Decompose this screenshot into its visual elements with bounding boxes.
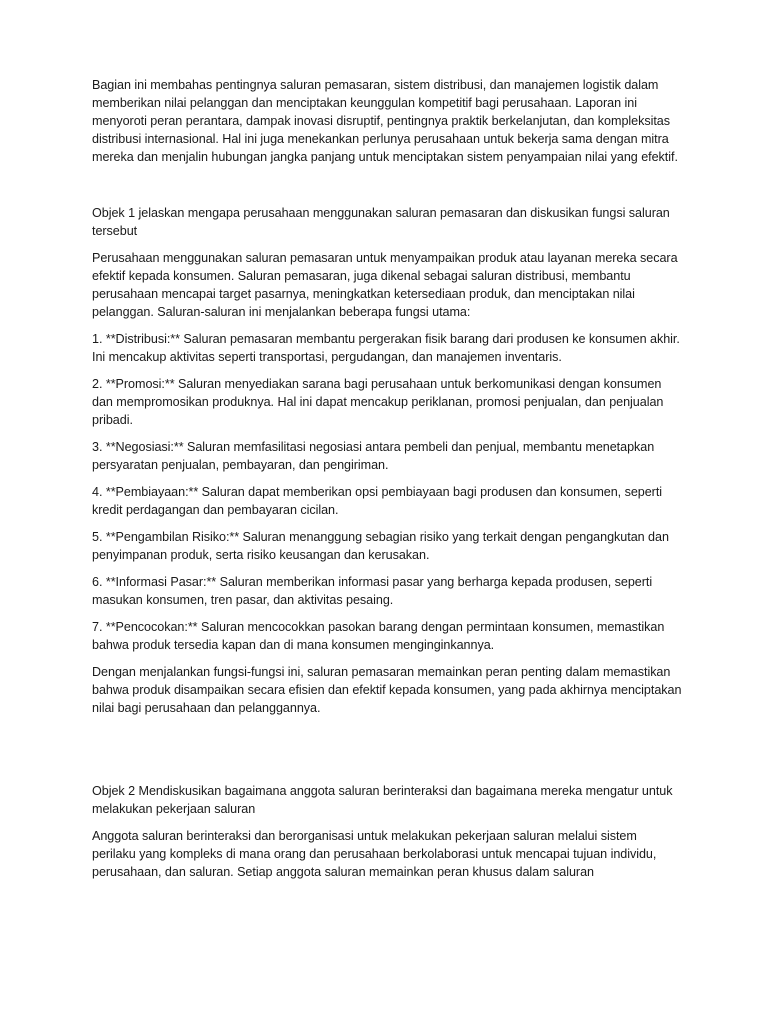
function-item-distribusi: 1. **Distribusi:** Saluran pemasaran membantu pergerakan fisik barang dari produsen ke konsumen akhir. Ini mencakup aktivitas seperti transportasi, pergudangan, dan manajemen inventaris.	[92, 332, 680, 364]
section-1-heading: Objek 1 jelaskan mengapa perusahaan menggunakan saluran pemasaran dan diskusikan fungsi saluran tersebut	[92, 206, 670, 238]
section-1-paragraph: Perusahaan menggunakan saluran pemasaran untuk menyampaikan produk atau layanan mereka secara efektif kepada konsumen. Saluran pemasaran, juga dikenal sebagai saluran distribusi, membantu perusahaan mencapai target pasarnya, meningkatkan ketersediaan produk, dan menciptakan nilai pelanggan. Saluran-saluran ini menjalankan beberapa fungsi utama:	[92, 251, 678, 319]
document-page	[92, 76, 682, 890]
function-item-pencocokan: 7. **Pencocokan:** Saluran mencocokkan pasokan barang dengan permintaan konsumen, memastikan bahwa produk tersedia kapan dan di mana konsumen menginginkannya.	[92, 620, 665, 652]
section-1-closing: Dengan menjalankan fungsi-fungsi ini, saluran pemasaran memainkan peran penting dalam memastikan bahwa produk disampaikan secara efisien dan efektif kepada konsumen, yang pada akhirnya menciptakan nilai bagi perusahaan dan pelanggannya.	[92, 665, 682, 715]
function-item-promosi: 2. **Promosi:** Saluran menyediakan sarana bagi perusahaan untuk berkomunikasi dengan konsumen dan mempromosikan produknya. Hal ini dapat mencakup periklanan, promosi penjualan, dan penjualan pribadi.	[92, 377, 664, 427]
function-item-pengambilan-risiko: 5. **Pengambilan Risiko:** Saluran menanggung sebagian risiko yang terkait dengan pengangkutan dan penyimpanan produk, serta risiko keusangan dan kerusakan.	[92, 530, 669, 562]
function-item-informasi-pasar: 6. **Informasi Pasar:** Saluran memberikan informasi pasar yang berharga kepada produsen, seperti masukan konsumen, tren pasar, dan aktivitas pesaing.	[92, 575, 653, 607]
function-item-pembiayaan: 4. **Pembiayaan:** Saluran dapat memberikan opsi pembiayaan bagi produsen dan konsumen, seperti kredit perdagangan dan pembayaran cicilan.	[92, 485, 663, 517]
section-2-paragraph: Anggota saluran berinteraksi dan berorganisasi untuk melakukan pekerjaan saluran melalui sistem perilaku yang kompleks di mana orang dan perusahaan berkolaborasi untuk mencapai tujuan individu, perusahaan, dan saluran. Setiap anggota saluran memainkan peran khusus dalam saluran	[92, 829, 657, 879]
intro-paragraph: Bagian ini membahas pentingnya saluran pemasaran, sistem distribusi, dan manajemen logistik dalam memberikan nilai pelanggan dan menciptakan keunggulan kompetitif bagi perusahaan. Laporan ini menyoroti peran perantara, dampak inovasi disruptif, pentingnya praktik berkelanjutan, dan kompleksitas distribusi internasional. Hal ini juga menekankan perlunya perusahaan untuk bekerja sama dengan mitra mereka dan menjalin hubungan jangka panjang untuk menciptakan sistem penyampaian nilai yang efektif.	[92, 78, 678, 164]
function-item-negosiasi: 3. **Negosiasi:** Saluran memfasilitasi negosiasi antara pembeli dan penjual, membantu menetapkan persyaratan penjualan, pembayaran, dan pengiriman.	[92, 440, 655, 472]
section-2-heading: Objek 2 Mendiskusikan bagaimana anggota saluran berinteraksi dan bagaimana mereka mengatur untuk melakukan pekerjaan saluran	[92, 784, 673, 816]
